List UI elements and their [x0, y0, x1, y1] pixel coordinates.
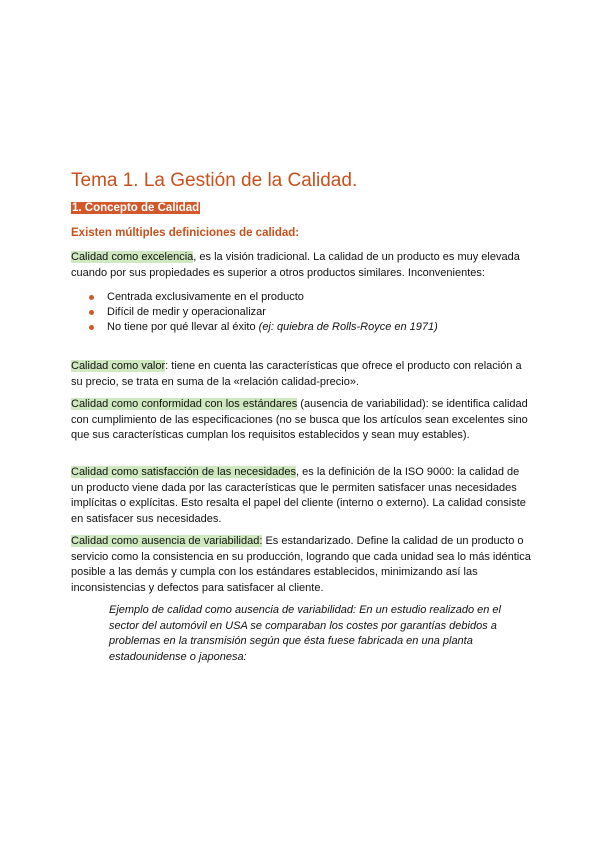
- paragraph-valor: [71, 359, 531, 390]
- list-item: Centrada exclusivamente en el producto: [89, 290, 438, 305]
- inconvenientes-list: [89, 290, 438, 335]
- paragraph-text: , es la definición de la ISO 9000: la calidad de un producto viene dada por las características que le permiten satisfacer unas necesidades implícitas o explícitas. Esto resalta el papel del cliente (interno o externo). La calidad consiste en satisfacer sus necesidades.: [71, 466, 526, 525]
- paragraph-satisfaccion: [71, 465, 531, 527]
- paragraph-text: (ausencia de variabilidad): se identifica calidad con cumplimiento de las especificaciones (no se busca que los artículos sean excelentes sino que sus características cumplan los requisitos establecidos y sean muy estables).: [71, 398, 528, 441]
- paragraph-excelencia: [71, 250, 531, 281]
- section-heading: [71, 202, 200, 214]
- highlighted-term: Calidad como valor: [71, 360, 166, 372]
- bullet-icon: [89, 295, 94, 300]
- paragraph-text: : tiene en cuenta las características que ofrece el producto con relación a su precio, se trata en suma de la «relación calidad-precio».: [71, 360, 522, 388]
- bullet-note: (ej: quiebra de Rolls-Royce en 1971): [258, 321, 438, 333]
- example-quote: Ejemplo de calidad como ausencia de variabilidad: En un estudio realizado en el sector del automóvil en USA se comparaban los costes por garantías debidos a problemas en la transmisión según que ésta fuese fabricada en una planta estadounidense o japonesa:: [109, 604, 501, 663]
- list-item: No tiene por qué llevar al éxito (ej: quiebra de Rolls-Royce en 1971): [89, 320, 438, 335]
- subheading: Existen múltiples definiciones de calidad:: [71, 227, 300, 239]
- highlighted-term: Calidad como conformidad con los estándares: [71, 398, 298, 410]
- list-item: Difícil de medir y operacionalizar: [89, 305, 438, 320]
- bullet-icon: [89, 310, 94, 315]
- highlighted-term: Calidad como ausencia de variabilidad:: [71, 535, 263, 547]
- paragraph-ausencia: [71, 534, 531, 596]
- bullet-icon: [89, 325, 94, 330]
- highlighted-term: Calidad como satisfacción de las necesidades: [71, 466, 297, 478]
- paragraph-conformidad: [71, 397, 531, 444]
- paragraph-text: Es estandarizado. Define la calidad de un producto o servicio como la consistencia en su producción, logrando que cada unidad sea lo más idéntica posible a las demás y cumpla con los estándares establecidos, minimizando así las inconsistencias y defectos para satisfacer al cliente.: [71, 535, 531, 594]
- highlighted-term: Calidad como excelencia: [71, 251, 194, 263]
- section-heading-label: 1. Concepto de Calidad: [72, 202, 200, 214]
- document-title: Tema 1. La Gestión de la Calidad.: [71, 170, 358, 191]
- paragraph-text: , es la visión tradicional. La calidad de un producto es muy elevada cuando por sus propiedades es superior a otros productos similares. Inconvenientes:: [71, 251, 520, 279]
